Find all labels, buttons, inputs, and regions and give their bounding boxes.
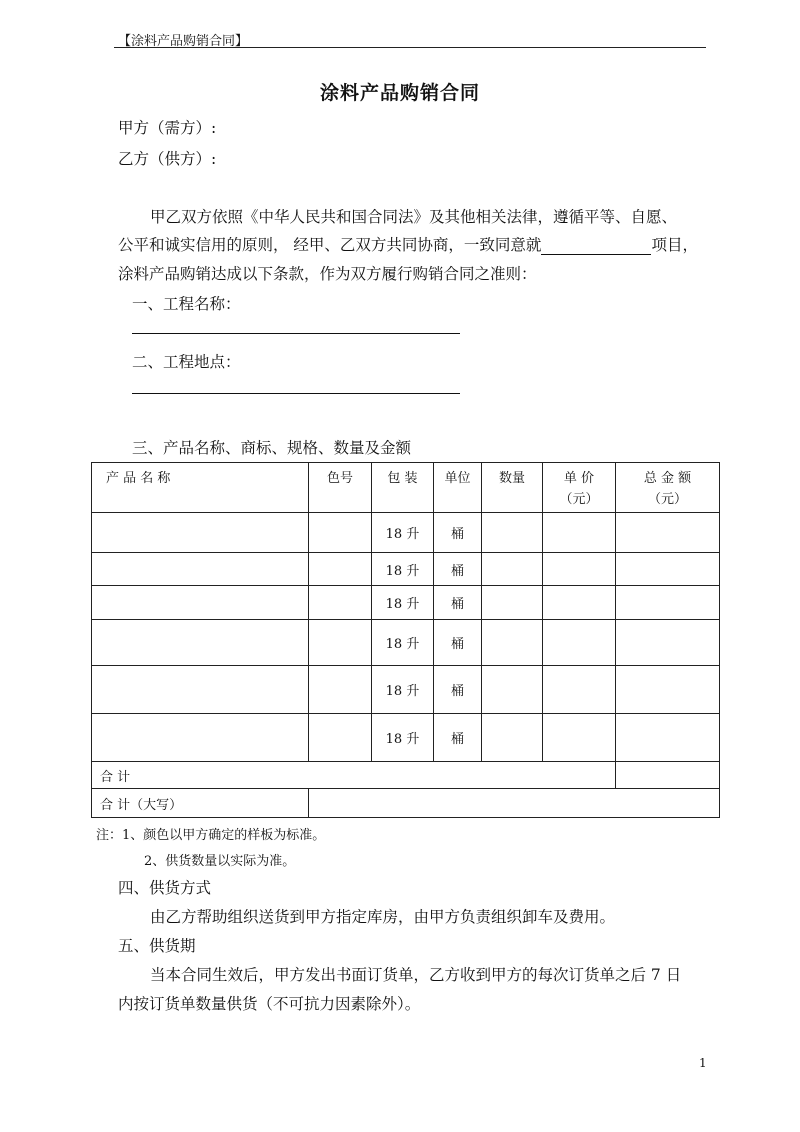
- cell-quantity[interactable]: [482, 553, 543, 586]
- cell-product-name[interactable]: [92, 586, 309, 620]
- table-row: [92, 666, 720, 714]
- intro-line-2-suffix: 项目，: [651, 236, 698, 254]
- header-product-name: 产 品 名 称: [92, 463, 309, 513]
- header-rule: [114, 47, 706, 48]
- cell-color-code[interactable]: [309, 620, 372, 666]
- cell-quantity[interactable]: [482, 513, 543, 553]
- table-row: [92, 553, 720, 586]
- supply-method-text: 由乙方帮助组织送货到甲方指定库房，由甲方负责组织卸车及费用。: [150, 908, 616, 926]
- cell-unit-price[interactable]: [543, 714, 616, 762]
- header-total-amount-currency: （元）: [647, 492, 687, 507]
- intro-line-1: 甲乙双方依照《中华人民共和国合同法》及其他相关法律，遵循平等、自愿、: [150, 208, 678, 226]
- header-package: 包 装: [372, 463, 434, 513]
- cell-quantity[interactable]: [482, 586, 543, 620]
- party-a-line: 甲方（需方）:: [118, 119, 217, 137]
- header-unit-price-label: 单 价: [563, 471, 595, 486]
- section-supply-method: 四、供货方式: [118, 879, 212, 897]
- cell-product-name[interactable]: [92, 513, 309, 553]
- header-unit-price-currency: （元）: [559, 492, 599, 507]
- cell-total-amount[interactable]: [616, 714, 720, 762]
- cell-unit: 桶: [434, 586, 482, 620]
- sum-row: [92, 762, 720, 789]
- table-row: [92, 620, 720, 666]
- cell-quantity[interactable]: [482, 620, 543, 666]
- cell-package: 18 升: [372, 586, 434, 620]
- cell-package: 18 升: [372, 620, 434, 666]
- cell-color-code[interactable]: [309, 553, 372, 586]
- cell-total-amount[interactable]: [616, 620, 720, 666]
- note-2: 2、供货数量以实际为准。: [144, 854, 296, 869]
- cell-total-amount[interactable]: [616, 666, 720, 714]
- sum-capital-label: 合 计（大写）: [92, 789, 309, 818]
- cell-unit: 桶: [434, 714, 482, 762]
- cell-color-code[interactable]: [309, 586, 372, 620]
- section-supply-period: 五、供货期: [118, 937, 196, 955]
- cell-product-name[interactable]: [92, 620, 309, 666]
- note-1: 注：1、颜色以甲方确定的样板为标准。: [96, 828, 326, 843]
- table-row: [92, 714, 720, 762]
- cell-total-amount[interactable]: [616, 513, 720, 553]
- cell-unit: 桶: [434, 553, 482, 586]
- section-project-location: 二、工程地点：: [132, 353, 241, 371]
- sum-amount-cell[interactable]: [616, 762, 720, 789]
- products-table: [91, 462, 720, 818]
- header-total-amount-label: 总 金 额: [643, 471, 692, 486]
- cell-unit: 桶: [434, 666, 482, 714]
- intro-line-2: [118, 233, 698, 255]
- section-products: 三、产品名称、商标、规格、数量及金额: [132, 439, 412, 457]
- project-location-field-line[interactable]: [132, 393, 460, 394]
- cell-quantity[interactable]: [482, 714, 543, 762]
- cell-product-name[interactable]: [92, 553, 309, 586]
- document-title: 涂料产品购销合同: [319, 82, 480, 104]
- project-name-blank[interactable]: [541, 238, 651, 255]
- cell-unit-price[interactable]: [543, 513, 616, 553]
- cell-total-amount[interactable]: [616, 586, 720, 620]
- cell-product-name[interactable]: [92, 714, 309, 762]
- intro-line-2-prefix: 公平和诚实信用的原则， 经甲、乙双方共同协商，一致同意就: [118, 236, 542, 254]
- page-header-label: 【涂料产品购销合同】: [118, 34, 249, 49]
- cell-unit-price[interactable]: [543, 553, 616, 586]
- cell-package: 18 升: [372, 714, 434, 762]
- cell-total-amount[interactable]: [616, 553, 720, 586]
- cell-package: 18 升: [372, 553, 434, 586]
- cell-unit-price[interactable]: [543, 620, 616, 666]
- intro-line-3: 涂料产品购销达成以下条款，作为双方履行购销合同之准则：: [118, 265, 537, 283]
- page-number: 1: [699, 1056, 707, 1070]
- header-total-amount: [616, 463, 720, 513]
- section-project-name: 一、工程名称：: [132, 295, 241, 313]
- sum-capital-amount-cell[interactable]: [309, 789, 720, 818]
- header-color-code: 色号: [309, 463, 372, 513]
- sum-label: 合 计: [92, 762, 616, 789]
- sum-capital-row: [92, 789, 720, 818]
- header-unit-price: [543, 463, 616, 513]
- table-row: [92, 513, 720, 553]
- cell-color-code[interactable]: [309, 513, 372, 553]
- cell-unit-price[interactable]: [543, 666, 616, 714]
- supply-period-line-2: 内按订货单数量供货（不可抗力因素除外）。: [118, 995, 421, 1013]
- project-name-field-line[interactable]: [132, 333, 460, 334]
- table-row: [92, 586, 720, 620]
- cell-unit: 桶: [434, 620, 482, 666]
- table-header-row: [92, 463, 720, 513]
- cell-package: 18 升: [372, 513, 434, 553]
- cell-unit-price[interactable]: [543, 586, 616, 620]
- cell-quantity[interactable]: [482, 666, 543, 714]
- cell-product-name[interactable]: [92, 666, 309, 714]
- header-unit: 单位: [434, 463, 482, 513]
- cell-color-code[interactable]: [309, 714, 372, 762]
- supply-period-line-1: 当本合同生效后，甲方发出书面订货单，乙方收到甲方的每次订货单之后 7 日: [150, 966, 682, 984]
- cell-package: 18 升: [372, 666, 434, 714]
- header-quantity: 数量: [482, 463, 543, 513]
- cell-color-code[interactable]: [309, 666, 372, 714]
- party-b-line: 乙方（供方）:: [118, 150, 217, 168]
- cell-unit: 桶: [434, 513, 482, 553]
